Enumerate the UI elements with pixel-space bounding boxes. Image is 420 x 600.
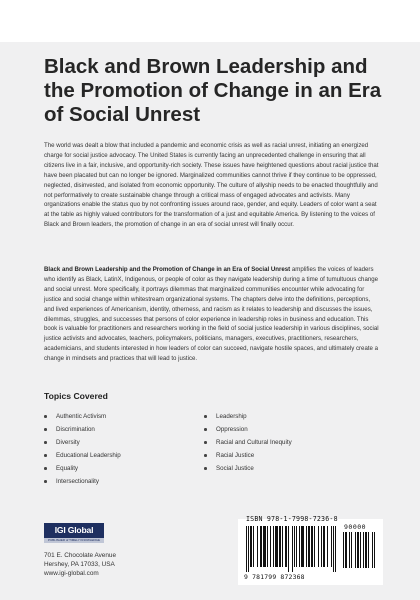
description-paragraph-2 (44, 265, 380, 364)
book-title: Black and Brown Leadership and the Promotion of Change in an Era of Social Unrest (44, 55, 382, 126)
topic-item: Oppression (204, 423, 292, 436)
barcode-bar (267, 526, 268, 567)
barcode-bar (321, 526, 322, 567)
barcode-bar (357, 532, 359, 568)
top-bar (0, 0, 420, 42)
topic-item: Leadership (204, 410, 292, 423)
barcode-bar (318, 526, 319, 567)
barcode-bar (374, 532, 375, 568)
publisher-website: www.igi-global.com (44, 570, 99, 578)
ean-digits: 9 781799 872368 (244, 573, 305, 581)
addon-barcode (343, 532, 377, 568)
barcode-bar (292, 526, 293, 572)
barcode-bar (355, 532, 356, 568)
barcode-bar (372, 532, 373, 568)
topic-item: Authentic Activism (44, 410, 121, 423)
topic-item: Equality (44, 462, 121, 475)
topic-item: Diversity (44, 436, 121, 449)
barcode-bar (250, 526, 252, 567)
topic-item: Racial Justice (204, 449, 292, 462)
barcode-bar (335, 526, 336, 572)
barcode-bar (296, 526, 297, 567)
barcode-bar (246, 526, 247, 572)
barcode-bar (343, 532, 344, 568)
barcode-bar (306, 526, 307, 567)
barcode-bar (331, 526, 332, 567)
publisher-logo-text: IGI Global (44, 523, 104, 538)
publisher-address (44, 551, 116, 579)
barcode-bar (314, 526, 315, 567)
barcode-bar (308, 526, 310, 567)
barcode-bar (368, 532, 369, 568)
barcode-bar (351, 532, 352, 568)
isbn-number: ISBN 978-1-7998-7236-8 (246, 515, 338, 523)
barcode-bar (345, 532, 347, 568)
barcode-bar (365, 532, 367, 568)
topic-item: Discrimination (44, 423, 121, 436)
barcode-bar (299, 526, 300, 567)
topic-item: Social Justice (204, 462, 292, 475)
barcode-bar (333, 526, 334, 572)
topic-item: Intersectionality (44, 475, 121, 488)
description-paragraph-1: The world was dealt a blow that included a pandemic and economic crisis as well as racial unrest, initiating an energized charge for social justice advocacy. The United States is currently facing an unprecedented challenge in ensuring that all citizens live in a fair, inclusive, and opportunity-rich society. These issues have heightened questions about racial justice that have been placated but can no longer be ignored. Marginalized communities cannot thrive if they continue to be oppressed, neglected, disinvested, and isolated from economic opportunity. The culture of allyship needs to be enacted thoughtfully and not performatively to create sustainable change through a critical mass of engaged advocates and activists. Many organizations enable the status quo by not confronting issues around race, gender, and equity. Leaders of color want a seat at the table as highly valued contributors for the transformation of a just and equitable America. By listening to the voices of Black and Brown leaders, the promotion of change in an era of social unrest will finally occur. (44, 142, 379, 229)
publisher-logo-tagline: PUBLISHER of TIMELY KNOWLEDGE (44, 538, 104, 543)
publisher-logo (44, 523, 104, 545)
barcode-bar (279, 526, 281, 567)
barcode-bar (311, 526, 313, 567)
barcode-bar (327, 526, 328, 567)
barcode-bar (285, 526, 287, 567)
description-paragraph-2-text: amplifies the voices of leaders who identify as Black, LatinX, Indigenous, or people of color as they navigate leadership during a time of tumultuous change and social unrest. More specifically, it portrays dilemmas that marginalized communities encounter while advocating for justice and social change within whitestream organizational systems. The chapters delve into the definitions, perceptions, and lived experiences of Americanism, identity, otherness, and racism as it relates to leadership and discusses the issues, dilemmas, struggles, and successes that persons of color experience in leadership roles in business and education. This book is valuable for practitioners and researchers working in the field of social justice leadership in various disciplines, social justice activists and advocates, teachers, policymakers, politicians, managers, executives, practitioners, researchers, academicians, and students interested in how leaders of color can succeed, navigate hostile spaces, and ultimately create a change in mindsets and practices that will lead to justice. (44, 266, 379, 363)
barcode-bar (282, 526, 283, 567)
barcode-bar (270, 526, 271, 567)
barcode-bar (360, 532, 361, 568)
barcode-bar (273, 526, 274, 567)
topics-list-right (204, 410, 292, 475)
barcode-bar (294, 526, 295, 567)
barcode-bar (323, 526, 325, 567)
barcode-bar (288, 526, 289, 572)
topic-item: Racial and Cultural Inequity (204, 436, 292, 449)
address-line-1: 701 E. Chocolate Avenue (44, 552, 117, 559)
barcode-bar (253, 526, 254, 567)
address-line-2: Hershey, PA 17033, USA (44, 561, 115, 569)
ean-barcode (246, 526, 340, 572)
barcode-bar (263, 526, 266, 567)
topic-item: Educational Leadership (44, 449, 121, 462)
barcode-bar (349, 532, 350, 568)
topics-list-left (44, 410, 121, 489)
barcode-bar (257, 526, 258, 567)
barcode-bar (301, 526, 304, 567)
price-code: 90000 (344, 523, 367, 531)
barcode-bar (248, 526, 249, 572)
barcode-bar (363, 532, 364, 568)
book-title-inline: Black and Brown Leadership and the Promotion of Change in an Era of Social Unrest (44, 266, 291, 273)
barcode-bar (260, 526, 262, 567)
topics-heading: Topics Covered (44, 391, 108, 401)
barcode-bar (275, 526, 278, 567)
